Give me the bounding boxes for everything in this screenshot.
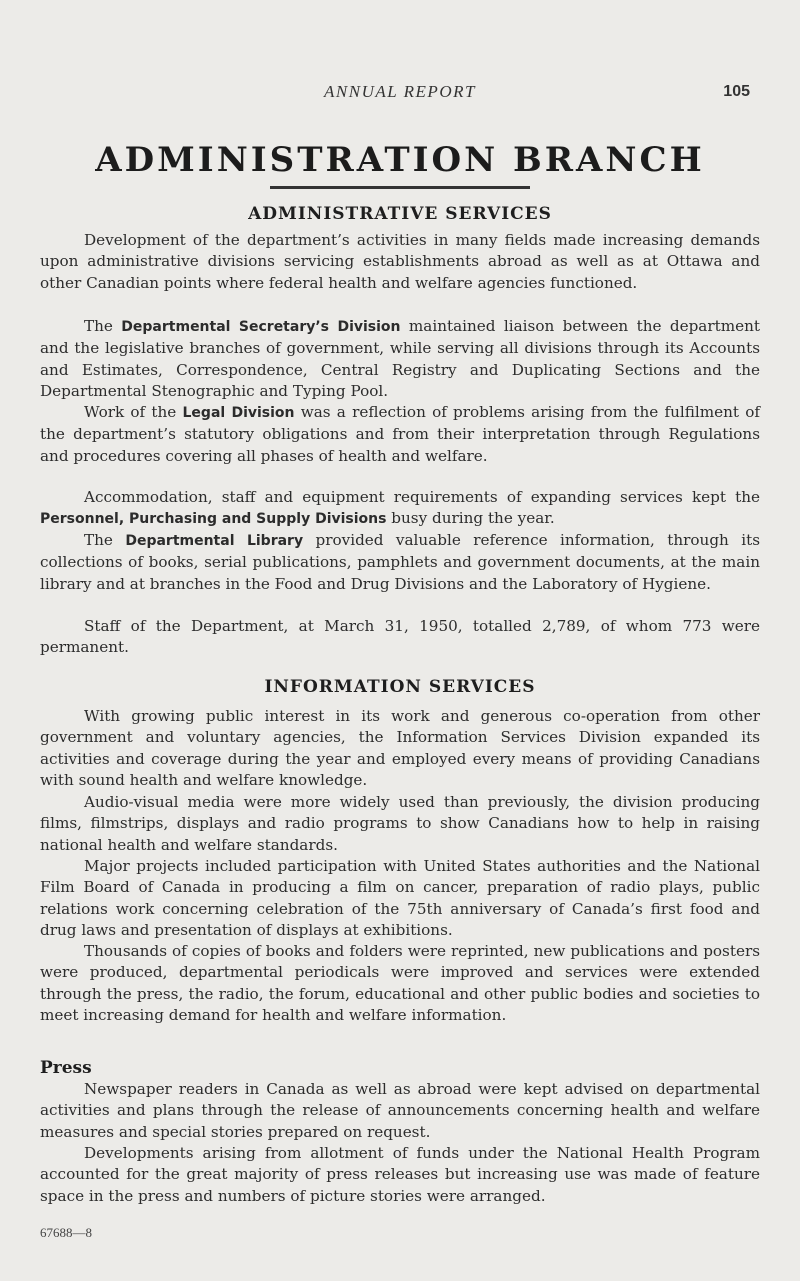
- paragraph-admin-1: Development of the department’s activities in many fields made increasing demands upon administrative divisions servicing establishments abroad as well as at Ottawa and other Canadian points where federal health and welfare agencies functioned.: [40, 231, 760, 292]
- paragraph-admin-4: [40, 487, 760, 531]
- page-number: 105: [723, 83, 750, 100]
- paragraph-admin-2: [40, 316, 760, 402]
- paragraph-rest: busy during the year.: [386, 509, 555, 528]
- paragraph-rest: was a reflection of problems arising from the fulfilment of the department’s statutory obligations and from their interpretation through Regulations and procedures covering all phases of health and welfare.: [40, 403, 760, 465]
- paragraph-admin-6: Staff of the Department, at March 31, 1950, totalled 2,789, of whom 773 were permanent.: [40, 617, 760, 657]
- paragraph-press-1: Newspaper readers in Canada as well as abroad were kept advised on departmental activities and plans through the release of announcements concerning health and welfare measures and special stories prepared on request.: [40, 1080, 760, 1141]
- running-header: [0, 82, 800, 106]
- division-name: Departmental Library: [125, 533, 304, 549]
- paragraph-press-2: Developments arising from allotment of funds under the National Health Program accounted for the great majority of press releases but increasing use was made of feature space in the press and numbers of picture stories were arranged.: [40, 1144, 760, 1205]
- paragraph-lead: Work of the: [84, 403, 183, 421]
- paragraph-lead: The: [84, 531, 126, 549]
- footer-print-code: 67688—8: [40, 1225, 92, 1240]
- section-heading-information-services: INFORMATION SERVICES: [264, 677, 536, 697]
- sub-heading-press: Press: [40, 1058, 92, 1078]
- paragraph-admin-3: [40, 402, 760, 467]
- paragraph-admin-5: [40, 530, 760, 595]
- running-title: ANNUAL REPORT: [324, 82, 476, 101]
- section-heading-administrative-services: ADMINISTRATIVE SERVICES: [248, 204, 552, 224]
- division-name: Legal Division: [182, 405, 295, 421]
- division-name: Personnel, Purchasing and Supply Divisions: [40, 511, 387, 528]
- paragraph-info-1: With growing public interest in its work and generous co-operation from other government and voluntary agencies, the Information Services Division expanded its activities and coverage during the year and employed every means of providing Canadians with sound health and welfare knowledge.: [40, 707, 760, 789]
- paragraph-info-2: Audio-visual media were more widely used than previously, the division producing films, filmstrips, displays and radio programs to show Canadians how to help in raising national health and welfare standards.: [40, 793, 760, 854]
- paragraph-info-3: Major projects included participation with United States authorities and the National Film Board of Canada in producing a film on cancer, preparation of radio plays, public relations work concerning celebration of the 75th anniversary of Canada’s first food and drug laws and presentation of displays at exhibitions.: [40, 857, 760, 939]
- paragraph-lead: Accommodation, staff and equipment requirements of expanding services kept the: [84, 488, 760, 506]
- branch-title: ADMINISTRATION BRANCH: [95, 140, 705, 180]
- paragraph-lead: The: [84, 317, 122, 335]
- division-name: Departmental Secretary’s Division: [121, 319, 401, 335]
- paragraph-rest: provided valuable reference information, through its collections of books, serial publications, pamphlets and government documents, at the main library and at branches in the Food and Drug Divisions and the Laboratory of Hygiene.: [40, 531, 761, 593]
- paragraph-info-4: Thousands of copies of books and folders were reprinted, new publications and posters were produced, departmental periodicals were improved and services were extended through the press, the radio, the forum, educational and other public bodies and societies to meet increasing demand for health and welfare information.: [40, 942, 760, 1024]
- title-rule: [270, 186, 530, 189]
- paragraph-rest: maintained liaison between the department and the legislative branches of government, while serving all divisions through its Accounts and Estimates, Correspondence, Central Registry and Duplicating Sections and the Departmental Stenographic and Typing Pool.: [40, 317, 760, 400]
